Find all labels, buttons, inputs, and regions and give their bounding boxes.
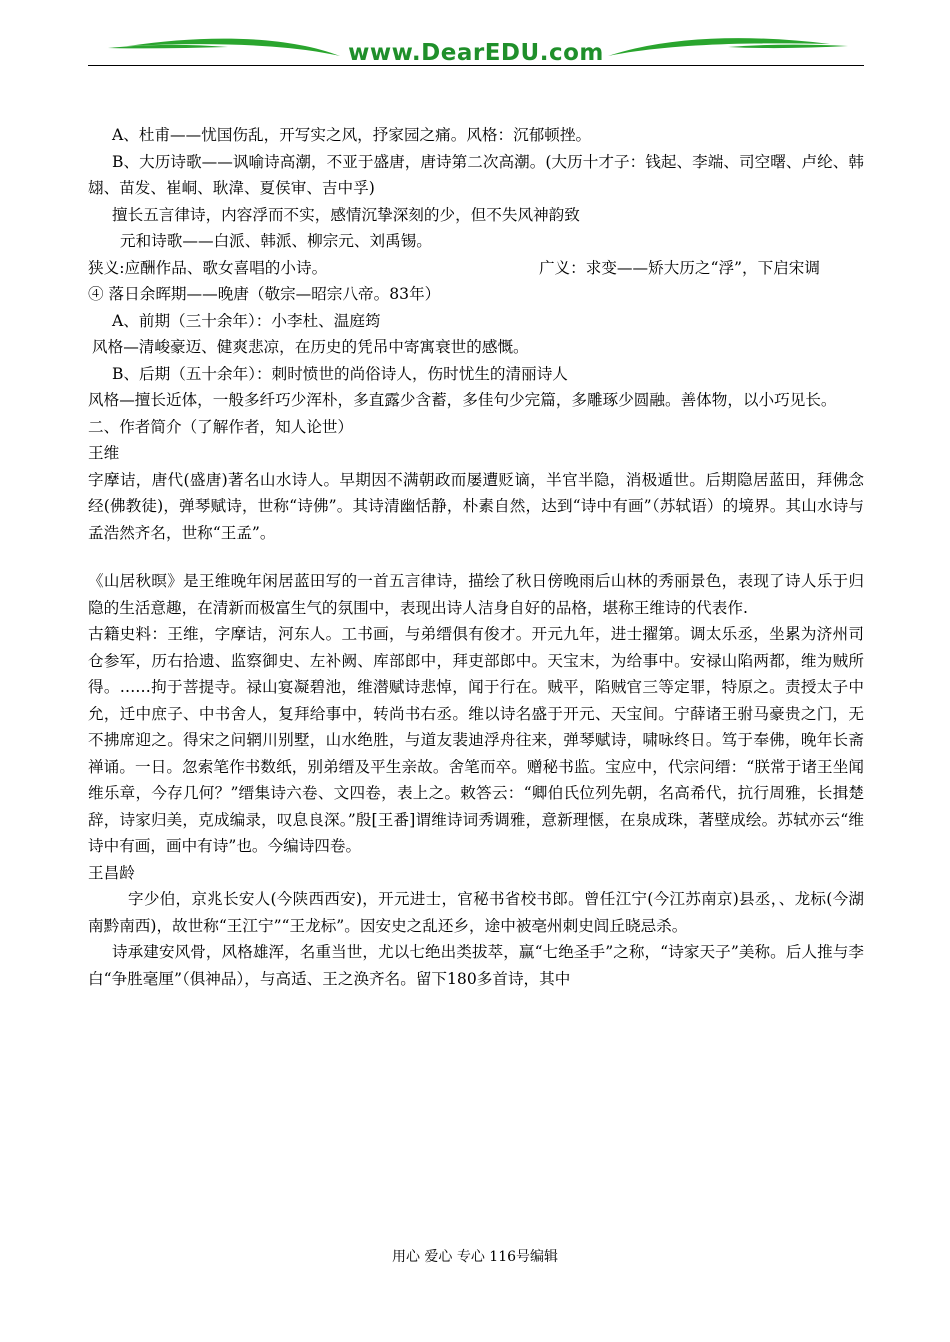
broad-definition: 广义：求变——矫大历之“浮”，下启宋调 xyxy=(538,258,820,277)
paragraph-wangwei-bio: 字摩诘，唐代(盛唐)著名山水诗人。早期因不满朝政而屡遭贬谪，半官半隐，消极遁世。后期隐居蓝田，拜佛念经(佛教徒)，弹琴赋诗，世称“诗佛”。其诗清幽恬静，朴素自然，达到“诗中有画”（苏轼语）的境界。其山水诗与孟浩然齐名，世称“王孟”。 xyxy=(88,470,864,542)
paragraph-wangchangling-poetry: 诗承建安风骨，风格雄浑，名重当世，尤以七绝出类拔萃，赢“七绝圣手”之称，“诗家天子”美称。后人推与李白“争胜毫厘”（俱神品），与高适、王之涣齐名。留下180多首诗，其中 xyxy=(88,943,864,988)
paragraph-late-tang: ④ 落日余晖期——晚唐（敬宗—昭宗八帝。83年） xyxy=(88,285,441,303)
narrow-definition: 狭义:应酬作品、歌女喜唱的小诗。 xyxy=(88,258,328,277)
paragraph-late-period: B、后期（五十余年）：刺时愤世的尚俗诗人，伤时忧生的清丽诗人 xyxy=(112,364,568,383)
paragraph-wangchangling-bio: 字少伯，京兆长安人(今陕西西安)，开元进士，官秘书省校书郎。曾任江宁(今江苏南京)县丞，、龙标(今湖南黔南西)，故世称“王江宁”“王龙标”。因安史之乱还乡，途中被亳州刺史闾丘晓忌杀。 xyxy=(88,890,864,935)
blank-line xyxy=(88,546,864,568)
paragraph-early-period: A、前期（三十余年）：小李杜、温庭筠 xyxy=(112,311,381,330)
paragraph-early-style: 风格—清峻豪迈、健爽悲凉，在历史的凭吊中寄寓衰世的感慨。 xyxy=(92,338,529,356)
site-logo-text[interactable]: www.DearEDU.com xyxy=(348,40,604,66)
definition-row xyxy=(88,255,864,282)
paragraph-yuanhe: 元和诗歌——白派、韩派、柳宗元、刘禹锡。 xyxy=(120,232,432,250)
paragraph-dali-poetry: B、大历诗歌——讽喻诗高潮，不亚于盛唐，唐诗第二次高潮。(大历十才子：钱起、李端、司空曙、卢纶、韩翃、苗发、崔峒、耿湋、夏侯审、吉中孚) xyxy=(88,152,864,197)
section-heading-author: 二、作者简介（了解作者，知人论世） xyxy=(88,417,354,436)
paragraph-late-style: 风格—擅长近体，一般多纤巧少浑朴，多直露少含蓄，多佳句少完篇，多雕琢少圆融。善体物，以小巧见长。 xyxy=(88,391,837,409)
page-footer: 用心 爱心 专心 116号编辑 xyxy=(391,1249,559,1265)
paragraph-dufu: A、杜甫——忧国伤乱，开写实之风，抒家园之痛。风格：沉郁顿挫。 xyxy=(112,126,592,144)
page-header xyxy=(88,34,864,74)
author-name-wangchangling: 王昌龄 xyxy=(88,863,135,882)
document-body xyxy=(88,122,864,992)
paragraph-historical-sources: 古籍史料：王维，字摩诘，河东人。工书画，与弟缙俱有俊才。开元九年，进士擢第。调太乐丞，坐累为济州司仓参军，历右拾遗、监察御史、左补阙、库部郎中，拜吏部郎中。天宝末，为给事中。安禄山陷两都，维为贼所得。……拘于菩提寺。禄山宴凝碧池，维潜赋诗悲悼，闻于行在。贼平，陷贼官三等定罪，特原之。责授太子中允，迁中庶子、中书舍人，复拜给事中，转尚书右丞。维以诗名盛于开元、天宝间。宁薛诸王驸马豪贵之门，无不拂席迎之。得宋之问辋川别墅，山水绝胜，与道友裴迪浮舟往来，弹琴赋诗，啸咏终日。笃于奉佛，晚年长斋禅诵。一日。忽索笔作书数纸，别弟缙及平生亲故。舍笔而卒。赠秘书监。宝应中，代宗问缙：“朕常于诸王坐闻维乐章，今存几何？”缙集诗六卷、文四卷，表上之。敕答云：“卿伯氏位列先朝，名高希代，抗行周雅，长揖楚辞，诗家归美，克成编录，叹息良深。”殷[王番]谓维诗词秀调雅，意新理惬，在泉成珠，著壁成绘。苏轼亦云“维诗中有画，画中有诗”也。今编诗四卷。 xyxy=(88,625,864,855)
paragraph-shanju-qiuming: 《山居秋暝》是王维晚年闲居蓝田写的一首五言律诗，描绘了秋日傍晚雨后山林的秀丽景色，表现了诗人乐于归隐的生活意趣，在清新而极富生气的氛围中，表现出诗人洁身自好的品格，堪称王维诗的代表作. xyxy=(88,572,864,617)
paragraph-dali-style: 擅长五言律诗，内容浮而不实，感情沉挚深刻的少，但不失风神韵致 xyxy=(112,205,580,224)
header-rule xyxy=(88,65,864,66)
author-name-wangwei: 王维 xyxy=(88,444,120,462)
